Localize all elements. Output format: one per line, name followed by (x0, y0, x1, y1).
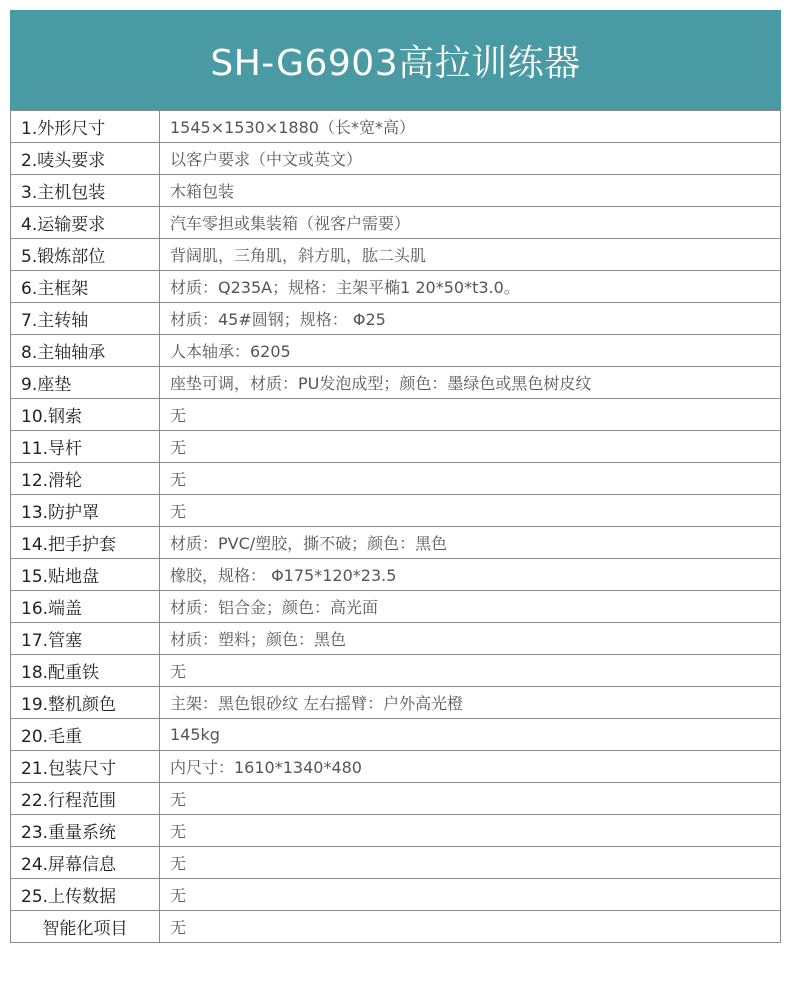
table-row (11, 463, 781, 495)
row-label: 6.主框架 (11, 271, 160, 303)
row-label: 14.把手护套 (11, 527, 160, 559)
row-label: 15.贴地盘 (11, 559, 160, 591)
row-label: 16.端盖 (11, 591, 160, 623)
row-label: 10.钢索 (11, 399, 160, 431)
row-label: 2.唛头要求 (11, 143, 160, 175)
table-row (11, 687, 781, 719)
row-label: 22.行程范围 (11, 783, 160, 815)
row-label: 20.毛重 (11, 719, 160, 751)
row-value: 无 (160, 399, 781, 431)
row-value: 材质：PVC/塑胶，撕不破；颜色：黑色 (160, 527, 781, 559)
table-row (11, 399, 781, 431)
row-value: 无 (160, 911, 781, 943)
row-value: 以客户要求（中文或英文） (160, 143, 781, 175)
row-value: 主架：黑色银砂纹 左右摇臂：户外高光橙 (160, 687, 781, 719)
row-value: 木箱包装 (160, 175, 781, 207)
row-value: 无 (160, 463, 781, 495)
row-value: 1545×1530×1880（长*宽*高） (160, 111, 781, 143)
spec-table (10, 110, 781, 943)
row-value: 无 (160, 655, 781, 687)
row-value: 无 (160, 879, 781, 911)
table-row (11, 207, 781, 239)
row-value: 145kg (160, 719, 781, 751)
row-label: 13.防护罩 (11, 495, 160, 527)
row-value: 无 (160, 431, 781, 463)
row-value: 背阔肌，三角肌，斜方肌，肱二头肌 (160, 239, 781, 271)
row-value: 汽车零担或集装箱（视客户需要） (160, 207, 781, 239)
table-row (11, 783, 781, 815)
table-row (11, 527, 781, 559)
row-label: 19.整机颜色 (11, 687, 160, 719)
row-label: 8.主轴轴承 (11, 335, 160, 367)
row-value: 座垫可调，材质：PU发泡成型；颜色：墨绿色或黑色树皮纹 (160, 367, 781, 399)
row-label: 11.导杆 (11, 431, 160, 463)
table-row (11, 911, 781, 943)
row-value: 无 (160, 815, 781, 847)
row-value: 无 (160, 847, 781, 879)
spec-table-body (11, 111, 781, 943)
table-row (11, 495, 781, 527)
row-value: 材质：塑料；颜色：黑色 (160, 623, 781, 655)
row-value: 无 (160, 495, 781, 527)
table-row (11, 175, 781, 207)
row-label: 23.重量系统 (11, 815, 160, 847)
table-row (11, 367, 781, 399)
row-value: 橡胶，规格： Φ175*120*23.5 (160, 559, 781, 591)
table-row (11, 271, 781, 303)
table-row (11, 719, 781, 751)
table-row (11, 559, 781, 591)
table-row (11, 591, 781, 623)
table-row (11, 335, 781, 367)
row-value: 无 (160, 783, 781, 815)
row-label: 1.外形尺寸 (11, 111, 160, 143)
row-label: 智能化项目 (11, 911, 160, 943)
row-label: 24.屏幕信息 (11, 847, 160, 879)
table-row (11, 623, 781, 655)
row-label: 3.主机包装 (11, 175, 160, 207)
table-row (11, 815, 781, 847)
row-value: 人本轴承：6205 (160, 335, 781, 367)
table-row (11, 431, 781, 463)
table-row (11, 239, 781, 271)
row-label: 25.上传数据 (11, 879, 160, 911)
page-title: SH-G6903高拉训练器 (210, 42, 581, 84)
title-banner (10, 10, 781, 110)
row-label: 18.配重铁 (11, 655, 160, 687)
table-row (11, 303, 781, 335)
row-label: 17.管塞 (11, 623, 160, 655)
row-value: 材质：45#圆钢；规格： Φ25 (160, 303, 781, 335)
row-label: 12.滑轮 (11, 463, 160, 495)
row-label: 21.包装尺寸 (11, 751, 160, 783)
row-label: 5.锻炼部位 (11, 239, 160, 271)
row-label: 4.运输要求 (11, 207, 160, 239)
table-row (11, 847, 781, 879)
table-row (11, 655, 781, 687)
row-value: 材质：铝合金；颜色：高光面 (160, 591, 781, 623)
table-row (11, 879, 781, 911)
row-value: 材质：Q235A；规格：主架平椭1 20*50*t3.0。 (160, 271, 781, 303)
spec-sheet (10, 10, 781, 943)
table-row (11, 143, 781, 175)
table-row (11, 111, 781, 143)
row-label: 7.主转轴 (11, 303, 160, 335)
row-value: 内尺寸：1610*1340*480 (160, 751, 781, 783)
row-label: 9.座垫 (11, 367, 160, 399)
table-row (11, 751, 781, 783)
